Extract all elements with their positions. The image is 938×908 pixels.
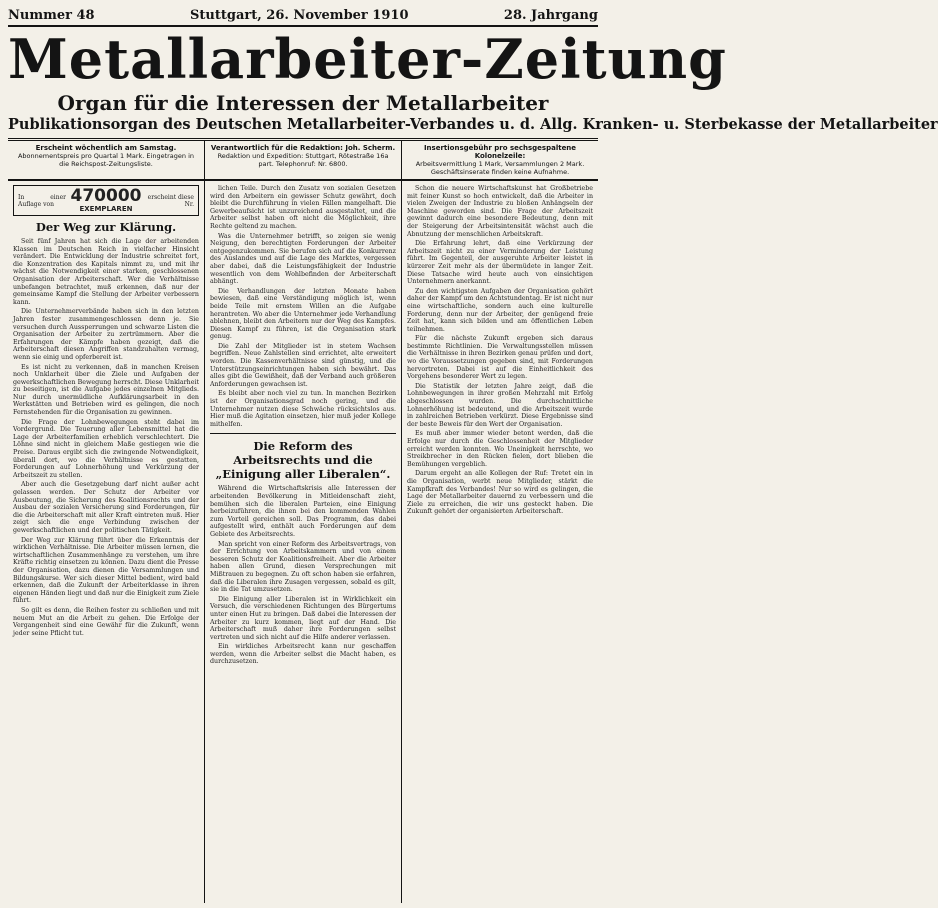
info-advertising-title: Insertionsgebühr pro sechsgespaltene Kolonelzeile: <box>423 144 577 160</box>
column-right <box>401 181 598 903</box>
newspaper-subtitle: Organ für die Interessen der Metallarbeiter <box>57 91 549 115</box>
masthead-top-line <box>8 8 598 27</box>
publication-line: Publikationsorgan des Deutschen Metallarbeiter-Verbandes u. d. Allg. Kranken- u. Sterbekasse der Metallarbeiter <box>8 115 598 141</box>
circulation-prefix: In einer Auflage von <box>18 193 66 208</box>
newspaper-page <box>8 8 938 892</box>
info-subscription <box>8 141 204 179</box>
info-subscription-title: Erscheint wöchentlich am Samstag. <box>35 144 177 152</box>
info-bar <box>8 141 598 181</box>
circulation-box <box>13 185 199 216</box>
info-advertising-text: Arbeitsvermittlung 1 Mark, Versammlungen 2 Mark. Geschäftsinserate finden keine Aufnahme. <box>415 160 585 176</box>
info-editorial-text: Redaktion und Expedition: Stuttgart, Rötestraße 16a part. Telephonruf: Nr. 6800. <box>217 152 389 168</box>
article-body-continued: lichen Teile. Durch den Zusatz von sozialen Gesetzen wird den Arbeitern ein gewisser Schutz gewährt, doch bleibt die Durchführung in vielen Fällen mangelhaft. Die Gewerbeaufsicht ist unzureichend ausgestaltet, und die Arbeiter selbst haben oft nicht die Möglichkeit, ihre Rechte geltend zu machen. Was die Unternehmer betrifft, so zeigen sie wenig Neigung, den berechtigten Forderungen der Arbeiter entgegenzukommen. Sie berufen sich auf die Konkurrenz des Auslandes und auf die Lage des Marktes, vergessen aber dabei, daß die Leistungsfähigkeit der Industrie wesentlich von dem Wohlbefinden der Arbeiterschaft abhängt. Die Verhandlungen der letzten Monate haben bewiesen, daß eine Verständigung möglich ist, wenn beide Teile mit ernstem Willen an die Aufgabe herantreten. Wo aber die Unternehmer jede Verhandlung ablehnen, bleibt den Arbeitern nur der Weg des Kampfes. Diesen Kampf zu führen, ist die Organisation stark genug. Die Zahl der Mitglieder ist in stetem Wachsen begriffen. Neue Zahlstellen sind errichtet, alte erweitert worden. Die Kassenverhältnisse sind günstig, und die Unterstützungseinrichtungen haben sich bewährt. Das alles gibt die Gewißheit, daß der Verband auch größeren Anforderungen gewachsen ist. Es bleibt aber noch viel zu tun. In manchen Bezirken ist der Organisationsgrad noch gering, und die Unternehmer nutzen diese Schwäche rücksichtslos aus. Hier muß die Agitation einsetzen, hier muß jeder Kollege mithelfen. <box>210 185 396 428</box>
column-middle <box>204 181 401 903</box>
newspaper-title: Metallarbeiter-Zeitung <box>8 27 727 91</box>
column-divider <box>210 433 396 434</box>
volume: 28. Jahrgang <box>503 8 598 23</box>
issue-number: Nummer 48 <box>8 8 95 23</box>
info-editorial <box>204 141 401 179</box>
circulation-number <box>71 188 142 213</box>
info-advertising <box>401 141 598 179</box>
circulation-unit: EXEMPLAREN <box>79 205 133 213</box>
circulation-suffix: erscheint diese Nr. <box>147 193 194 208</box>
article-body-right: Schon die neuere Wirtschaftskunst hat Großbetriebe mit feiner Kunst so hoch entwickelt, daß die Arbeiter in vielen Zweigen der Industrie zu bloßen Anhängseln der Maschine geworden sind. Die Frage der Arbeitszeit gewinnt dadurch eine besondere Bedeutung, denn mit der Steigerung der Arbeitsintensität wächst auch die Abnutzung der menschlichen Arbeitskraft. Die Erfahrung lehrt, daß eine Verkürzung der Arbeitszeit nicht zu einer Verminderung der Leistung führt. Im Gegenteil, der ausgeruhte Arbeiter leistet in kürzerer Zeit mehr als der übermüdete in langer Zeit. Diese Tatsache wird heute auch von einsichtigen Unternehmern anerkannt. Zu den wichtigsten Aufgaben der Organisation gehört daher der Kampf um den Achtstundentag. Er ist nicht nur eine wirtschaftliche, sondern auch eine kulturelle Forderung, denn nur der Arbeiter, der genügend freie Zeit hat, kann sich bilden und am öffentlichen Leben teilnehmen. Für die nächste Zukunft ergeben sich daraus bestimmte Richtlinien. Die Verwaltungsstellen müssen die Verhältnisse in ihren Bezirken genau prüfen und dort, wo die Voraussetzungen gegeben sind, mit Forderungen hervortreten. Dabei ist auf die Einheitlichkeit des Vorgehens besonderer Wert zu legen. Die Statistik der letzten Jahre zeigt, daß die Lohnbewegungen in ihrer großen Mehrzahl mit Erfolg abgeschlossen wurden. Die durchschnittliche Lohnerhöhung ist bedeutend, und die Arbeitszeit wurde in zahlreichen Betrieben verkürzt. Diese Ergebnisse sind der beste Beweis für den Wert der Organisation. Es muß aber immer wieder betont werden, daß die Erfolge nur durch die Geschlossenheit der Mitglieder erreicht werden konnten. Wo Uneinigkeit herrschte, wo Streikbrecher in den Rücken fielen, dort blieben die Bemühungen vergeblich. Darum ergeht an alle Kollegen der Ruf: Tretet ein in die Organisation, werbt neue Mitglieder, stärkt die Kampfkraft des Verbandes! Nur so wird es gelingen, die Lage der Metallarbeiter dauernd zu verbessern und die Ziele zu erreichen, die wir uns gesteckt haben. Die Zukunft gehört der organisierten Arbeiterschaft. <box>407 185 593 516</box>
column-left <box>8 181 204 903</box>
article-body-second: Während die Wirtschaftskrisis alle Interessen der arbeitenden Bevölkerung in Mitleidenschaft zieht, bemühen sich die liberalen Parteien, eine Einigung herbeizuführen, die ihnen bei den kommenden Wahlen zum Vorteil gereichen soll. Das Programm, das dabei aufgestellt wird, enthält auch Forderungen auf dem Gebiete des Arbeitsrechts. Man spricht von einer Reform des Arbeitsvertrags, von der Errichtung von Arbeitskammern und von einem besseren Schutz der Koalitionsfreiheit. Aber die Arbeiter haben allen Grund, diesen Versprechungen mit Mißtrauen zu begegnen. Zu oft schon haben sie erfahren, daß die Liberalen ihre Zusagen vergessen, sobald es gilt, sie in die Tat umzusetzen. Die Einigung aller Liberalen ist in Wirklichkeit ein Versuch, die verschiedenen Richtungen des Bürgertums unter einen Hut zu bringen. Daß dabei die Interessen der Arbeiter zu kurz kommen, liegt auf der Hand. Die Arbeiterschaft muß daher ihre Forderungen selbst vertreten und sich nicht auf die Hilfe anderer verlassen. Ein wirkliches Arbeitsrecht kann nur geschaffen werden, wenn die Arbeiter selbst die Macht haben, es durchzusetzen. <box>210 485 396 666</box>
article-title-first: Der Weg zur Klärung. <box>35 220 177 234</box>
circulation-value: 470000 <box>70 186 142 206</box>
place-date: Stuttgart, 26. November 1910 <box>190 8 409 23</box>
info-editorial-title: Verantwortlich für die Redaktion: Joh. Scherm. <box>210 144 396 152</box>
article-columns <box>8 181 598 903</box>
article-title-second: Die Reform des Arbeitsrechts und die „Einigung aller Liberalen“. <box>215 439 391 482</box>
info-subscription-text: Abonnementspreis pro Quartal 1 Mark. Eingetragen in die Reichspost-Zeitungsliste. <box>17 152 195 168</box>
article-body-first: Seit fünf Jahren hat sich die Lage der arbeitenden Klassen im Deutschen Reich in vielfacher Hinsicht verändert. Die Entwicklung der Industrie schreitet fort, die Konzentration des Kapitals nimmt zu, und mit ihr wächst die Notwendigkeit einer starken, geschlossenen Organisation der Arbeiterschaft. Wer die Verhältnisse unbefangen betrachtet, muß erkennen, daß nur der gemeinsame Kampf die Stellung der Arbeiter verbessern kann. Die Unternehmerverbände haben sich in den letzten Jahren fester zusammengeschlossen denn je. Sie versuchen durch Aussperrungen und schwarze Listen die Organisation der Arbeiter zu zertrümmern. Aber die Erfahrungen der Kämpfe haben gezeigt, daß die Arbeiterschaft diesen Angriffen standzuhalten vermag, wenn sie einig und opferbereit ist. Es ist nicht zu verkennen, daß in manchen Kreisen noch Unklarheit über die Ziele und Aufgaben der gewerkschaftlichen Bewegung herrscht. Diese Unklarheit zu beseitigen, ist die Aufgabe jedes einzelnen Mitglieds. Nur durch unermüdliche Aufklärungsarbeit in den Werkstätten und Betrieben wird es gelingen, die noch Fernstehenden für die Organisation zu gewinnen. Die Frage der Lohnbewegungen steht dabei im Vordergrund. Die Teuerung aller Lebensmittel hat die Lage der Arbeiterfamilien erheblich verschlechtert. Die Löhne sind nicht in gleichem Maße gestiegen wie die Preise. Daraus ergibt sich die zwingende Notwendigkeit, überall dort, wo die Verhältnisse es gestatten, Forderungen auf Lohnerhöhung und Verkürzung der Arbeitszeit zu stellen. Aber auch die Gesetzgebung darf nicht außer acht gelassen werden. Der Schutz der Arbeiter vor Ausbeutung, die Sicherung des Koalitionsrechts und der Ausbau der sozialen Versicherung sind Forderungen, für die die Arbeiterschaft mit aller Kraft eintreten muß. Hier zeigt sich die enge Verbindung zwischen der gewerkschaftlichen und der politischen Tätigkeit. Der Weg zur Klärung führt über die Erkenntnis der wirklichen Verhältnisse. Die Arbeiter müssen lernen, die wirtschaftlichen Zusammenhänge zu verstehen, um ihre Kräfte richtig einsetzen zu können. Dazu dient die Presse der Organisation, dazu dienen die Versammlungen und Bildungskurse. Wer sich dieser Mittel bedient, wird bald erkennen, daß die Zukunft der Arbeiterklasse in ihren eigenen Händen liegt und daß nur die Einigkeit zum Ziele führt. So gilt es denn, die Reihen fester zu schließen und mit neuem Mut an die Arbeit zu gehen. Die Erfolge der Vergangenheit sind eine Gewähr für die Zukunft, wenn jeder seine Pflicht tut. <box>13 238 199 637</box>
